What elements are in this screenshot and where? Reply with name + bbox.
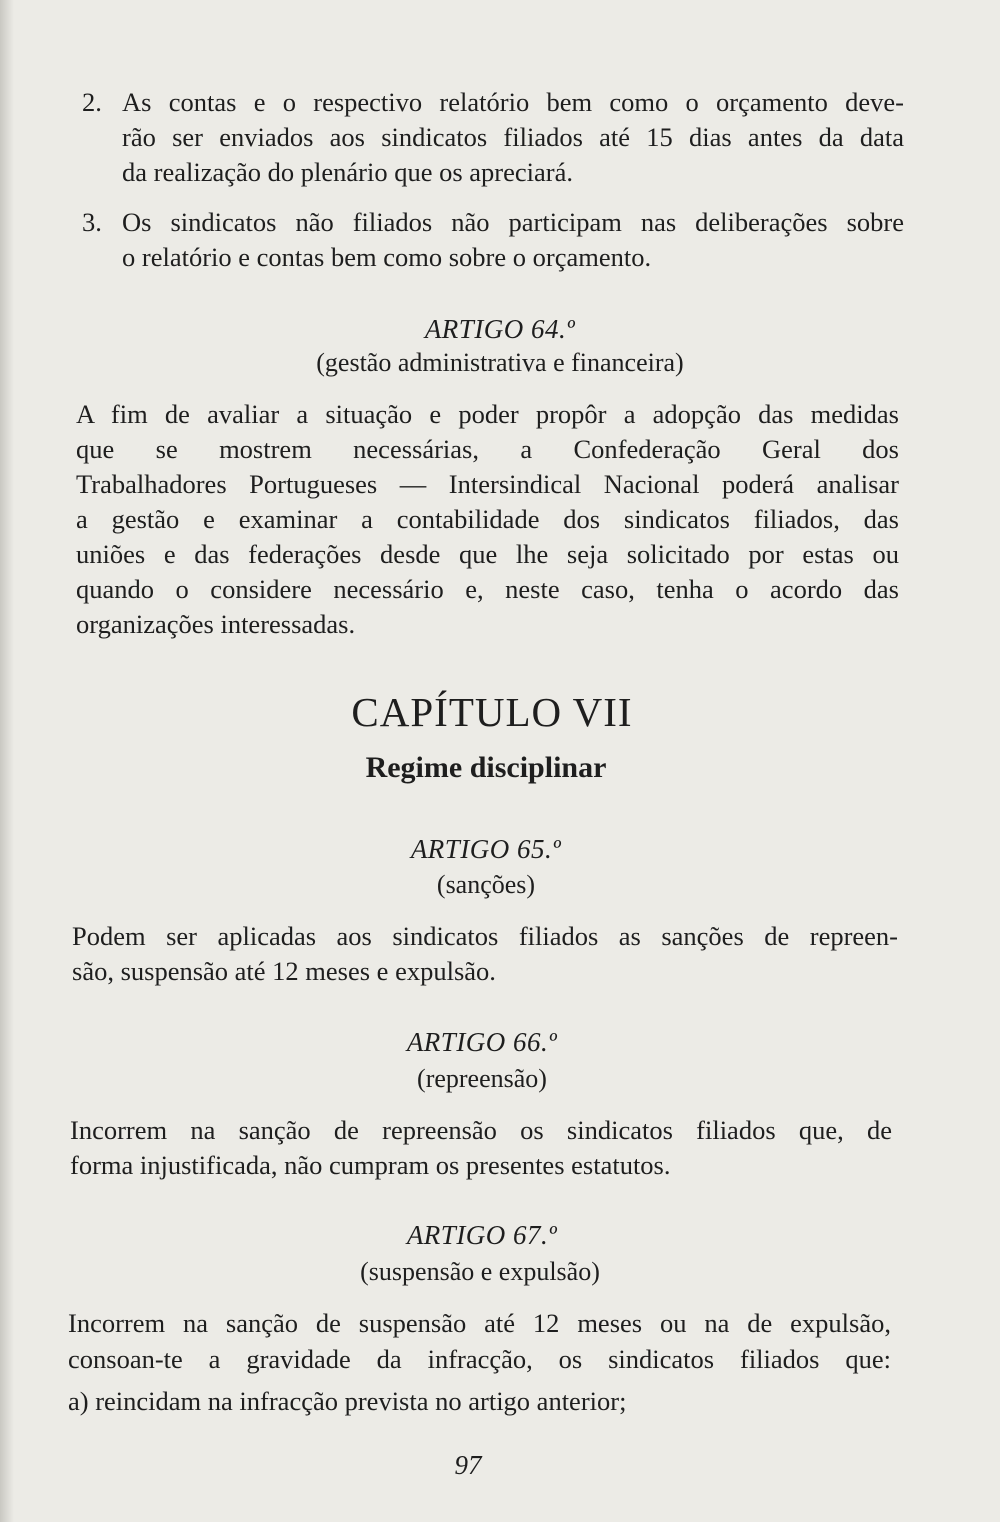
paragraph-line: a gestão e examinar a contabilidade dos sindicatos filiados, das [76, 504, 899, 534]
page-number: 97 [454, 1450, 482, 1480]
paragraph-line: Trabalhadores Portugueses — Intersindical Nacional poderá analisar [76, 469, 899, 499]
paragraph-line: Incorrem na sanção de suspensão até 12 meses ou na de expulsão, [68, 1308, 891, 1338]
article-67-subtitle: (suspensão e expulsão) [360, 1257, 600, 1286]
paragraph-line: Podem ser aplicadas aos sindicatos filiados as sanções de repreen- [72, 921, 898, 951]
article-66-subtitle: (repreensão) [417, 1064, 547, 1093]
article-65-subtitle: (sanções) [436, 870, 536, 899]
paragraph-line: forma injustificada, não cumpram os presentes estatutos. [70, 1150, 671, 1180]
item-line: da realização do plenário que os apreciará. [122, 157, 573, 187]
item-line: Os sindicatos não filiados não participam nas deliberações sobre [122, 207, 904, 237]
article-66-body [70, 1113, 892, 1183]
paragraph-line: organizações interessadas. [76, 609, 356, 639]
paragraph-line: Incorrem na sanção de repreensão os sindicatos filiados que, de [70, 1115, 892, 1145]
item-number: 3. [82, 207, 102, 237]
item-number: 2. [82, 87, 102, 117]
article-67-body [68, 1305, 891, 1419]
paragraph-line: uniões e das federações desde que lhe seja solicitado por estas ou [76, 539, 899, 569]
article-65-title: ARTIGO 65.º [410, 834, 562, 864]
article-64-subtitle: (gestão administrativa e financeira) [316, 348, 684, 377]
paragraph-line: A fim de avaliar a situação e poder propôr a adopção das medidas [76, 399, 899, 429]
article-65-body [72, 919, 898, 989]
paragraph-line: a) reincidam na infracção prevista no artigo anterior; [68, 1386, 627, 1416]
chapter-subtitle: Regime disciplinar [365, 751, 607, 784]
article-64-body [76, 397, 899, 642]
article-64-title: ARTIGO 64.º [424, 314, 576, 344]
item-line: o relatório e contas bem como sobre o orçamento. [122, 242, 652, 272]
chapter-title: CAPÍTULO VII [351, 689, 633, 735]
paragraph-line: são, suspensão até 12 meses e expulsão. [72, 956, 496, 986]
paragraph-line: consoan-te a gravidade da infracção, os sindicatos filiados que: [68, 1344, 891, 1374]
article-67-title: ARTIGO 67.º [406, 1220, 558, 1250]
item-line: As contas e o respectivo relatório bem como o orçamento deve- [122, 87, 904, 117]
item-line: rão ser enviados aos sindicatos filiados até 15 dias antes da data [122, 122, 904, 152]
paragraph-line: que se mostrem necessárias, a Confederação Geral dos [76, 434, 899, 464]
article-66-title: ARTIGO 66.º [406, 1027, 558, 1057]
paragraph-line: quando o considere necessário e, neste caso, tenha o acordo das [76, 574, 899, 604]
